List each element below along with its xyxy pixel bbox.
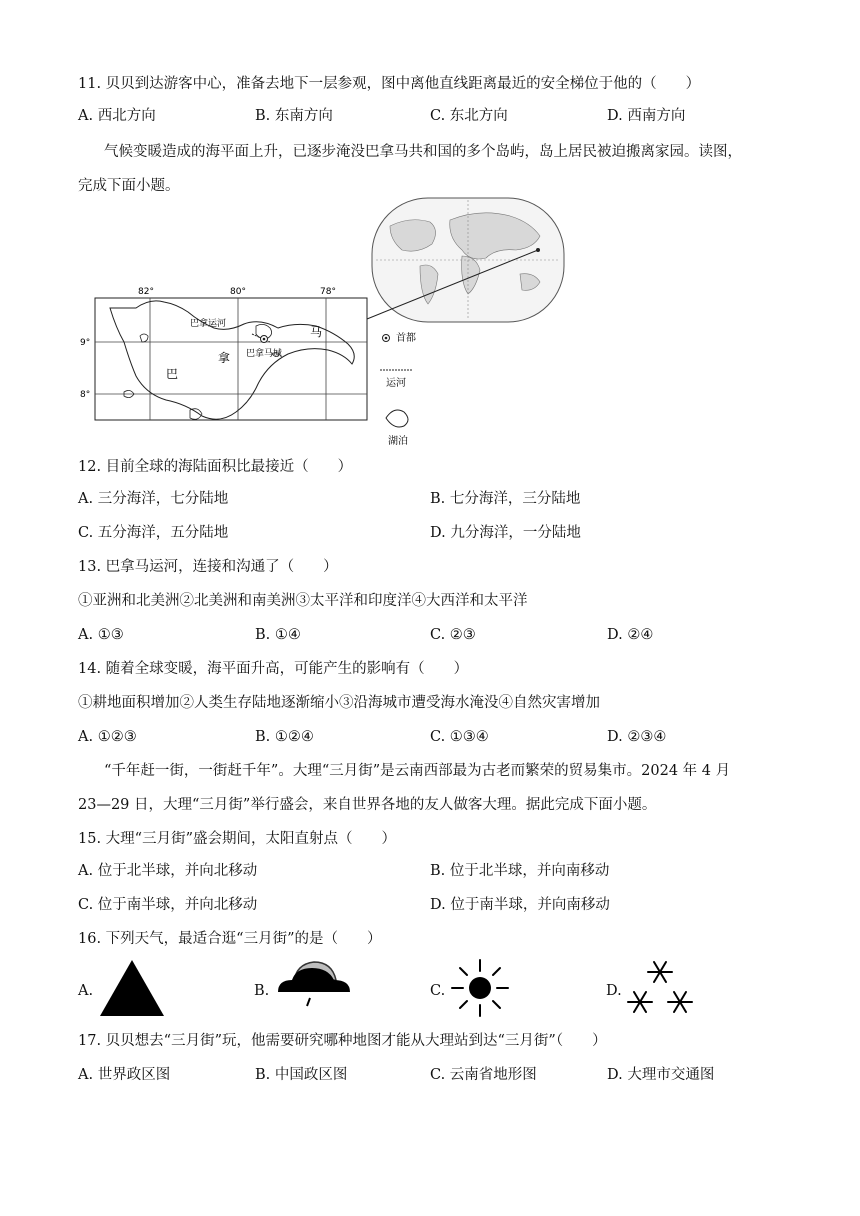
- lon-label-82: 82°: [138, 287, 154, 297]
- intro-paragraph-2-line-2: 23—29 日，大理“三月街”举行盛会，来自世界各地的友人做客大理。据此完成下面小题。: [78, 797, 657, 813]
- country-char-ma: 马: [310, 325, 323, 339]
- q15-option-a[interactable]: A. 位于北半球，并向北移动: [78, 863, 258, 879]
- q15-option-d[interactable]: D. 位于南半球，并向南移动: [430, 897, 610, 913]
- snow-icon[interactable]: [622, 956, 698, 1020]
- q12-option-b[interactable]: B. 七分海洋，三分陆地: [430, 491, 581, 507]
- country-char-ba: 巴: [166, 367, 179, 381]
- q12-option-a[interactable]: A. 三分海洋，七分陆地: [78, 491, 229, 507]
- intro-paragraph-1-line-1: 气候变暖造成的海平面上升，已逐步淹没巴拿马共和国的多个岛屿，岛上居民被迫搬离家园。读图，: [104, 144, 742, 160]
- q17-option-b[interactable]: B. 中国政区图: [255, 1067, 348, 1083]
- q11-option-a[interactable]: A. 西北方向: [78, 108, 156, 124]
- q14-option-a[interactable]: A. ①②③: [78, 729, 137, 745]
- q14-option-d[interactable]: D. ②③④: [607, 729, 667, 745]
- intro-paragraph-2-line-1: “千年赶一街，一街赶千年”。大理“三月街”是云南西部最为古老而繁荣的贸易集市。2024 年 4 月: [104, 763, 731, 779]
- question-17-stem: 17. 贝贝想去“三月街”玩，他需要研究哪种地图才能从大理站到达“三月街”（ ）: [78, 1033, 607, 1049]
- question-12-stem: 12. 目前全球的海陆面积比最接近（ ）: [78, 459, 353, 475]
- question-13-items: ①亚洲和北美洲②北美洲和南美洲③太平洋和印度洋④大西洋和太平洋: [78, 593, 528, 609]
- shower-icon[interactable]: [272, 956, 356, 1016]
- panama-map-figure: [80, 196, 570, 452]
- legend-canal-label: 运河: [386, 378, 406, 389]
- lat-label-8: 8°: [80, 390, 91, 400]
- question-14-stem: 14. 随着全球变暖，海平面升高，可能产生的影响有（ ）: [78, 661, 469, 677]
- q15-option-b[interactable]: B. 位于北半球，并向南移动: [430, 863, 610, 879]
- map-legend: [380, 331, 416, 447]
- sunny-icon[interactable]: [448, 958, 512, 1018]
- lat-label-9: 9°: [80, 338, 91, 348]
- q17-option-d[interactable]: D. 大理市交通图: [607, 1067, 715, 1083]
- q13-option-b[interactable]: B. ①④: [255, 627, 301, 643]
- q16-option-d-letter[interactable]: D.: [606, 983, 622, 999]
- question-16-stem: 16. 下列天气，最适合逛“三月街”的是（ ）: [78, 931, 382, 947]
- legend-lake-label: 湖泊: [388, 436, 408, 447]
- world-map-inset: [372, 198, 564, 322]
- q11-option-b[interactable]: B. 东南方向: [255, 108, 333, 124]
- question-14-items: ①耕地面积增加②人类生存陆地逐渐缩小③沿海城市遭受海水淹没④自然灾害增加: [78, 695, 600, 711]
- canal-label: 巴拿运河: [190, 319, 227, 329]
- country-char-na: 拿: [218, 351, 231, 365]
- q13-option-d[interactable]: D. ②④: [607, 627, 654, 643]
- q11-option-c[interactable]: C. 东北方向: [430, 108, 508, 124]
- q14-option-b[interactable]: B. ①②④: [255, 729, 314, 745]
- lon-label-80: 80°: [230, 287, 246, 297]
- lon-label-78: 78°: [320, 287, 336, 297]
- q15-option-c[interactable]: C. 位于南半球，并向北移动: [78, 897, 258, 913]
- q16-option-a-letter[interactable]: A.: [78, 983, 94, 999]
- q17-option-a[interactable]: A. 世界政区图: [78, 1067, 171, 1083]
- q13-option-c[interactable]: C. ②③: [430, 627, 476, 643]
- capital-label: 巴拿马城: [246, 349, 283, 359]
- question-13-stem: 13. 巴拿马运河，连接和沟通了（ ）: [78, 559, 338, 575]
- q11-option-d[interactable]: D. 西南方向: [607, 108, 686, 124]
- q16-option-b-letter[interactable]: B.: [254, 983, 270, 999]
- q17-option-c[interactable]: C. 云南省地形图: [430, 1067, 537, 1083]
- q14-option-c[interactable]: C. ①③④: [430, 729, 489, 745]
- question-15-stem: 15. 大理“三月街”盛会期间，太阳直射点（ ）: [78, 831, 396, 847]
- q13-option-a[interactable]: A. ①③: [78, 627, 124, 643]
- legend-capital-label: 首都: [396, 333, 416, 344]
- question-11-stem: 11. 贝贝到达游客中心，准备去地下一层参观，图中离他直线距离最近的安全梯位于他的（ ）: [78, 76, 701, 92]
- q12-option-d[interactable]: D. 九分海洋，一分陆地: [430, 525, 581, 541]
- sandstorm-icon[interactable]: [98, 958, 166, 1018]
- intro-paragraph-1-line-2: 完成下面小题。: [78, 178, 180, 194]
- q12-option-c[interactable]: C. 五分海洋，五分陆地: [78, 525, 229, 541]
- q16-option-c-letter[interactable]: C.: [430, 983, 446, 999]
